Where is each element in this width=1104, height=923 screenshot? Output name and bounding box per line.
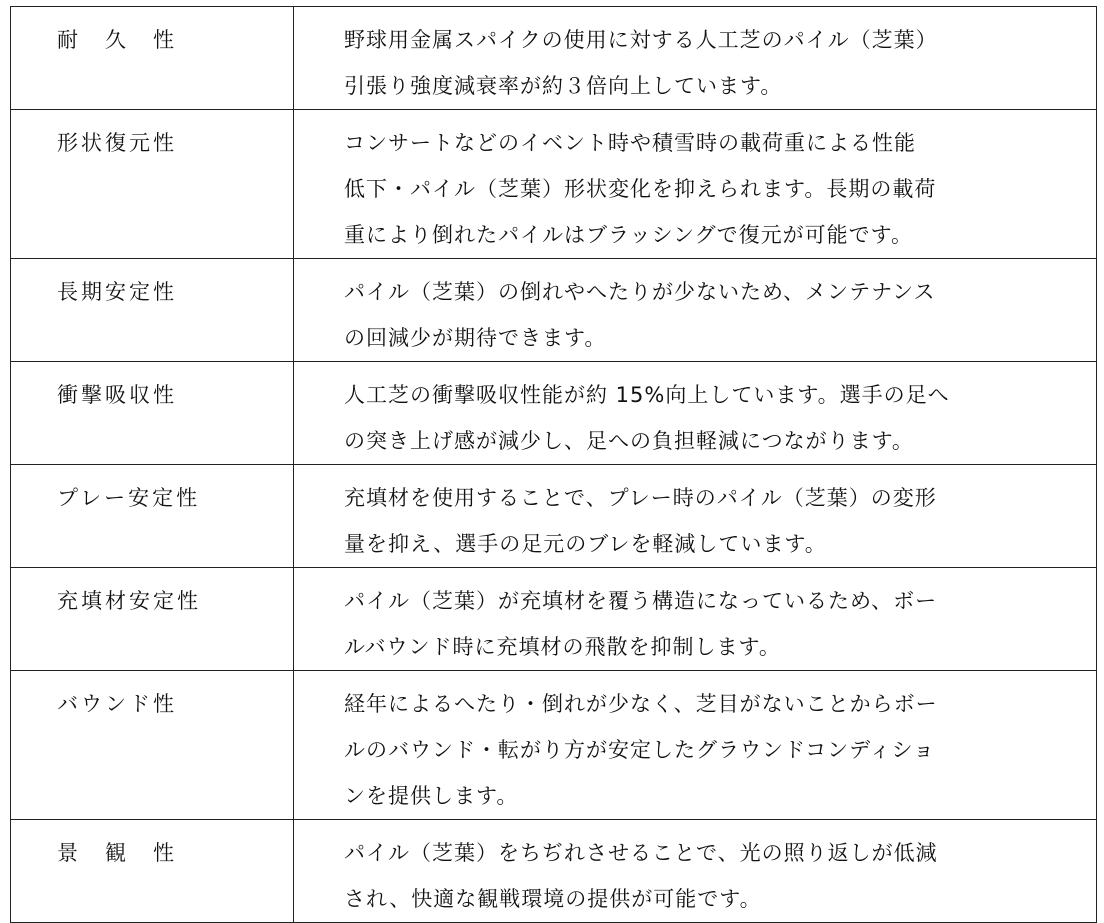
property-description-cell bbox=[294, 820, 1097, 923]
description-line: パイル（芝葉）をちぢれさせることで、光の照り返しが低減 bbox=[344, 841, 938, 865]
property-description bbox=[294, 362, 1096, 464]
description-line: 経年によるへたり・倒れが少なく、芝目がないことからボー bbox=[344, 692, 938, 716]
property-label-cell bbox=[11, 362, 294, 465]
property-description-cell bbox=[294, 110, 1097, 259]
description-line: ルのバウンド・転がり方が安定したグラウンドコンディショ bbox=[344, 738, 936, 762]
description-line: され、快適な観戦環境の提供が可能です。 bbox=[344, 887, 762, 911]
description-line: 低下・パイル（芝葉）形状変化を抑えられます。長期の載荷 bbox=[344, 177, 937, 201]
description-line: ルバウンド時に充填材の飛散を抑制します。 bbox=[344, 635, 781, 659]
property-description bbox=[294, 568, 1096, 670]
description-line: 野球用金属スパイクの使用に対する人工芝のパイル（芝葉） bbox=[344, 28, 938, 52]
property-description bbox=[294, 110, 1096, 258]
description-line: の回減少が期待できます。 bbox=[344, 326, 607, 350]
property-description-cell bbox=[294, 7, 1097, 110]
description-line: 引張り強度減衰率が約３倍向上しています。 bbox=[344, 74, 783, 98]
property-label: プレー安定性 bbox=[57, 486, 201, 510]
property-label-cell bbox=[11, 110, 294, 259]
description-line: コンサートなどのイベント時や積雪時の載荷重による性能 bbox=[344, 131, 916, 155]
property-description bbox=[294, 7, 1096, 109]
property-label-cell bbox=[11, 7, 294, 110]
property-label-cell bbox=[11, 671, 294, 820]
description-line: パイル（芝葉）が充填材を覆う構造になっているため、ボー bbox=[344, 589, 938, 613]
property-description bbox=[294, 820, 1096, 922]
table-row bbox=[11, 568, 1097, 671]
property-label-cell bbox=[11, 465, 294, 568]
table-row bbox=[11, 110, 1097, 259]
description-line: パイル（芝葉）の倒れやへたりが少ないため、メンテナンス bbox=[344, 280, 936, 304]
property-description bbox=[294, 671, 1096, 819]
property-description-cell bbox=[294, 362, 1097, 465]
property-description-cell bbox=[294, 259, 1097, 362]
property-description bbox=[294, 259, 1096, 361]
description-line: 重により倒れたパイルはブラッシングで復元が可能です。 bbox=[344, 223, 913, 247]
table-row bbox=[11, 465, 1097, 568]
property-label: 充填材安定性 bbox=[57, 589, 201, 613]
property-label: 耐 久 性 bbox=[57, 28, 177, 52]
property-description-cell bbox=[294, 465, 1097, 568]
property-label-cell bbox=[11, 820, 294, 923]
description-line: 充填材を使用することで、プレー時のパイル（芝葉）の変形 bbox=[344, 486, 937, 510]
property-label: 衝撃吸収性 bbox=[57, 383, 177, 407]
description-line: の突き上げ感が減少し、足への負担軽減につながります。 bbox=[344, 429, 914, 453]
table-row bbox=[11, 7, 1097, 110]
property-label-cell bbox=[11, 568, 294, 671]
table-row bbox=[11, 362, 1097, 465]
property-label-cell bbox=[11, 259, 294, 362]
table-row bbox=[11, 671, 1097, 820]
description-line: 量を抑え、選手の足元のブレを軽減しています。 bbox=[344, 532, 827, 556]
description-line: 人工芝の衝撃吸収性能が約 15%向上しています。選手の足へ bbox=[344, 383, 950, 407]
property-label: 景 観 性 bbox=[57, 841, 177, 865]
description-line: ンを提供します。 bbox=[344, 784, 519, 808]
property-label: バウンド性 bbox=[57, 692, 177, 716]
property-description bbox=[294, 465, 1096, 567]
property-label: 長期安定性 bbox=[57, 280, 177, 304]
property-description-cell bbox=[294, 671, 1097, 820]
property-label: 形状復元性 bbox=[57, 131, 177, 155]
properties-table bbox=[10, 6, 1097, 923]
table-row bbox=[11, 259, 1097, 362]
table-row bbox=[11, 820, 1097, 923]
property-description-cell bbox=[294, 568, 1097, 671]
